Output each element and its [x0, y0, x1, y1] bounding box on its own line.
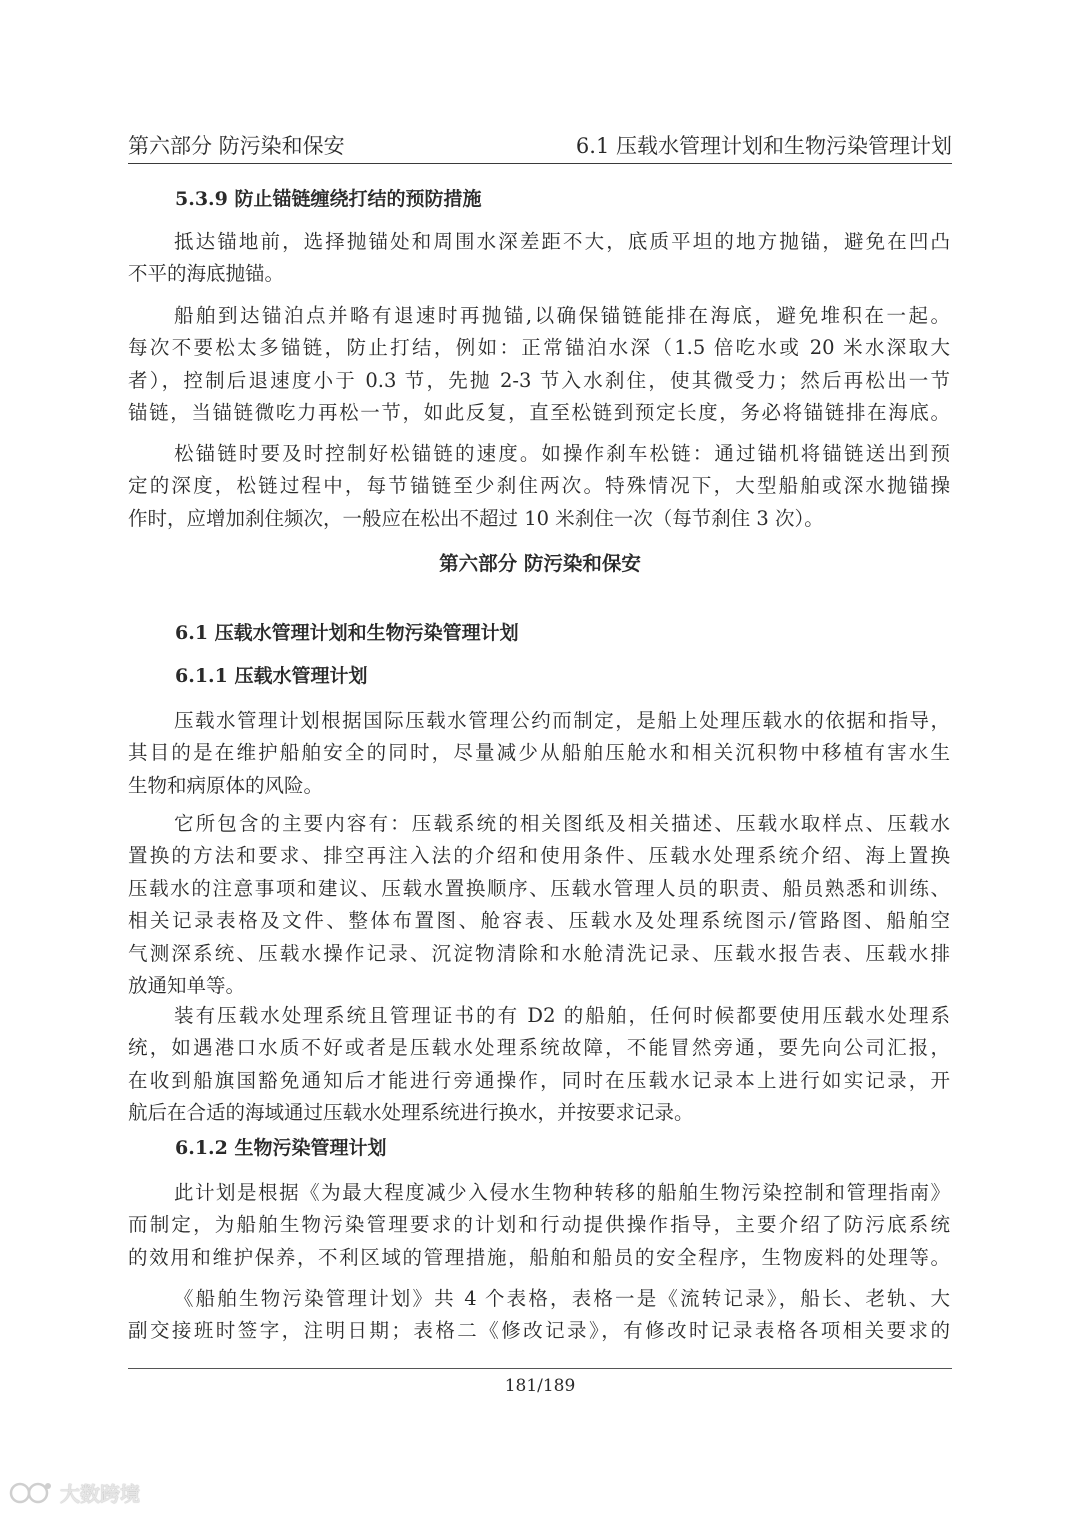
text-line: 压载水的注意事项和建议、压载水置换顺序、压载水管理人员的职责、船员熟悉和训练、 — [128, 876, 950, 900]
paragraph — [128, 438, 950, 535]
header-part-title: 第六部分 防污染和保安 — [128, 134, 345, 158]
text-line: 副交接班时签字，注明日期；表格二《修改记录》，有修改时记录表格各项相关要求的 — [128, 1319, 950, 1343]
footer-divider — [128, 1368, 952, 1369]
text-line: 而制定，为船舶生物污染管理要求的计划和行动提供操作指导，主要介绍了防污底系统 — [128, 1213, 950, 1237]
text-line: 者），控制后退速度小于 0.3 节，先抛 2-3 节入水刹住，使其微受力；然后再松出一节 — [128, 368, 950, 392]
text-line: 的效用和维护保养，不利区域的管理措施，船舶和船员的安全程序，生物废料的处理等。 — [128, 1245, 950, 1269]
text-line: 放通知单等。 — [128, 973, 246, 997]
text-line: 松锚链时要及时控制好松锚链的速度。如操作刹车松链：通过锚机将锚链送出到预 — [174, 442, 950, 465]
part-title: 第六部分 防污染和保安 — [439, 552, 641, 575]
watermark-text: 大数跨境 — [60, 1482, 140, 1506]
paragraph — [128, 705, 950, 802]
text-line: 置换的方法和要求、排空再注入法的介绍和使用条件、压载水处理系统介绍、海上置换 — [128, 844, 950, 868]
text-line: 抵达锚地前，选择抛锚处和周围水深差距不大，底质平坦的地方抛锚，避免在凹凸 — [174, 230, 950, 253]
text-line: 锚链，当锚链微吃力再松一节，如此反复，直至松链到预定长度，务必将锚链排在海底。 — [128, 401, 950, 425]
paragraph — [128, 300, 950, 430]
text-line: 它所包含的主要内容有：压载系统的相关图纸及相关描述、压载水取样点、压载水 — [174, 812, 950, 835]
section-heading-6-1-1: 6.1.1 压载水管理计划 — [175, 665, 368, 687]
watermark-logo-icon — [8, 1481, 54, 1505]
text-line: 气测深系统、压载水操作记录、沉淀物清除和水舱清洗记录、压载水报告表、压载水排 — [128, 941, 950, 965]
text-line: 每次不要松太多锚链，防止打结，例如：正常锚泊水深（1.5 倍吃水或 20 米水深取大 — [128, 336, 950, 360]
paragraph — [128, 1283, 950, 1348]
section-heading-6-1-2: 6.1.2 生物污染管理计划 — [175, 1137, 387, 1159]
paragraph — [128, 1000, 950, 1130]
paragraph — [128, 1177, 950, 1274]
text-line: 《船舶生物污染管理计划》共 4 个表格，表格一是《流转记录》，船长、老轨、大 — [174, 1287, 950, 1310]
page-number: 181/189 — [504, 1376, 576, 1396]
text-line: 此计划是根据《为最大程度减少入侵水生物种转移的船舶生物污染控制和管理指南》 — [174, 1181, 950, 1204]
paragraph — [128, 226, 950, 291]
text-line: 船舶到达锚泊点并略有退速时再抛锚,以确保锚链能排在海底，避免堆积在一起。 — [174, 304, 950, 327]
header-divider — [128, 163, 952, 164]
watermark — [8, 1478, 140, 1507]
text-line: 作时，应增加刹住频次，一般应在松出不超过 10 米刹住一次（每节刹住 3 次）。 — [128, 506, 824, 530]
text-line: 压载水管理计划根据国际压载水管理公约而制定，是船上处理压载水的依据和指导， — [174, 709, 950, 732]
header-section-title: 6.1 压载水管理计划和生物污染管理计划 — [575, 134, 952, 158]
text-line: 其目的是在维护船舶安全的同时，尽量减少从船舶压舱水和相关沉积物中移植有害水生 — [128, 741, 950, 765]
text-line: 生物和病原体的风险。 — [128, 773, 324, 797]
text-line: 在收到船旗国豁免通知后才能进行旁通操作，同时在压载水记录本上进行如实记录，开 — [128, 1068, 950, 1092]
text-line: 相关记录表格及文件、整体布置图、舱容表、压载水及处理系统图示/管路图、船舶空 — [128, 909, 950, 933]
text-line: 航后在合适的海域通过压载水处理系统进行换水，并按要求记录。 — [128, 1101, 694, 1125]
page-header — [128, 128, 952, 160]
section-heading-6-1: 6.1 压载水管理计划和生物污染管理计划 — [175, 622, 519, 644]
text-line: 装有压载水处理系统且管理证书的有 D2 的船舶，任何时候都要使用压载水处理系 — [174, 1004, 950, 1027]
text-line: 定的深度，松链过程中，每节锚链至少刹住两次。特殊情况下，大型船舶或深水抛锚操 — [128, 474, 950, 498]
text-line: 统，如遇港口水质不好或者是压载水处理系统故障，不能冒然旁通，要先向公司汇报， — [128, 1036, 950, 1060]
section-heading-5-3-9: 5.3.9 防止锚链缠绕打结的预防措施 — [175, 188, 482, 210]
paragraph — [128, 808, 950, 1002]
text-line: 不平的海底抛锚。 — [128, 262, 285, 286]
